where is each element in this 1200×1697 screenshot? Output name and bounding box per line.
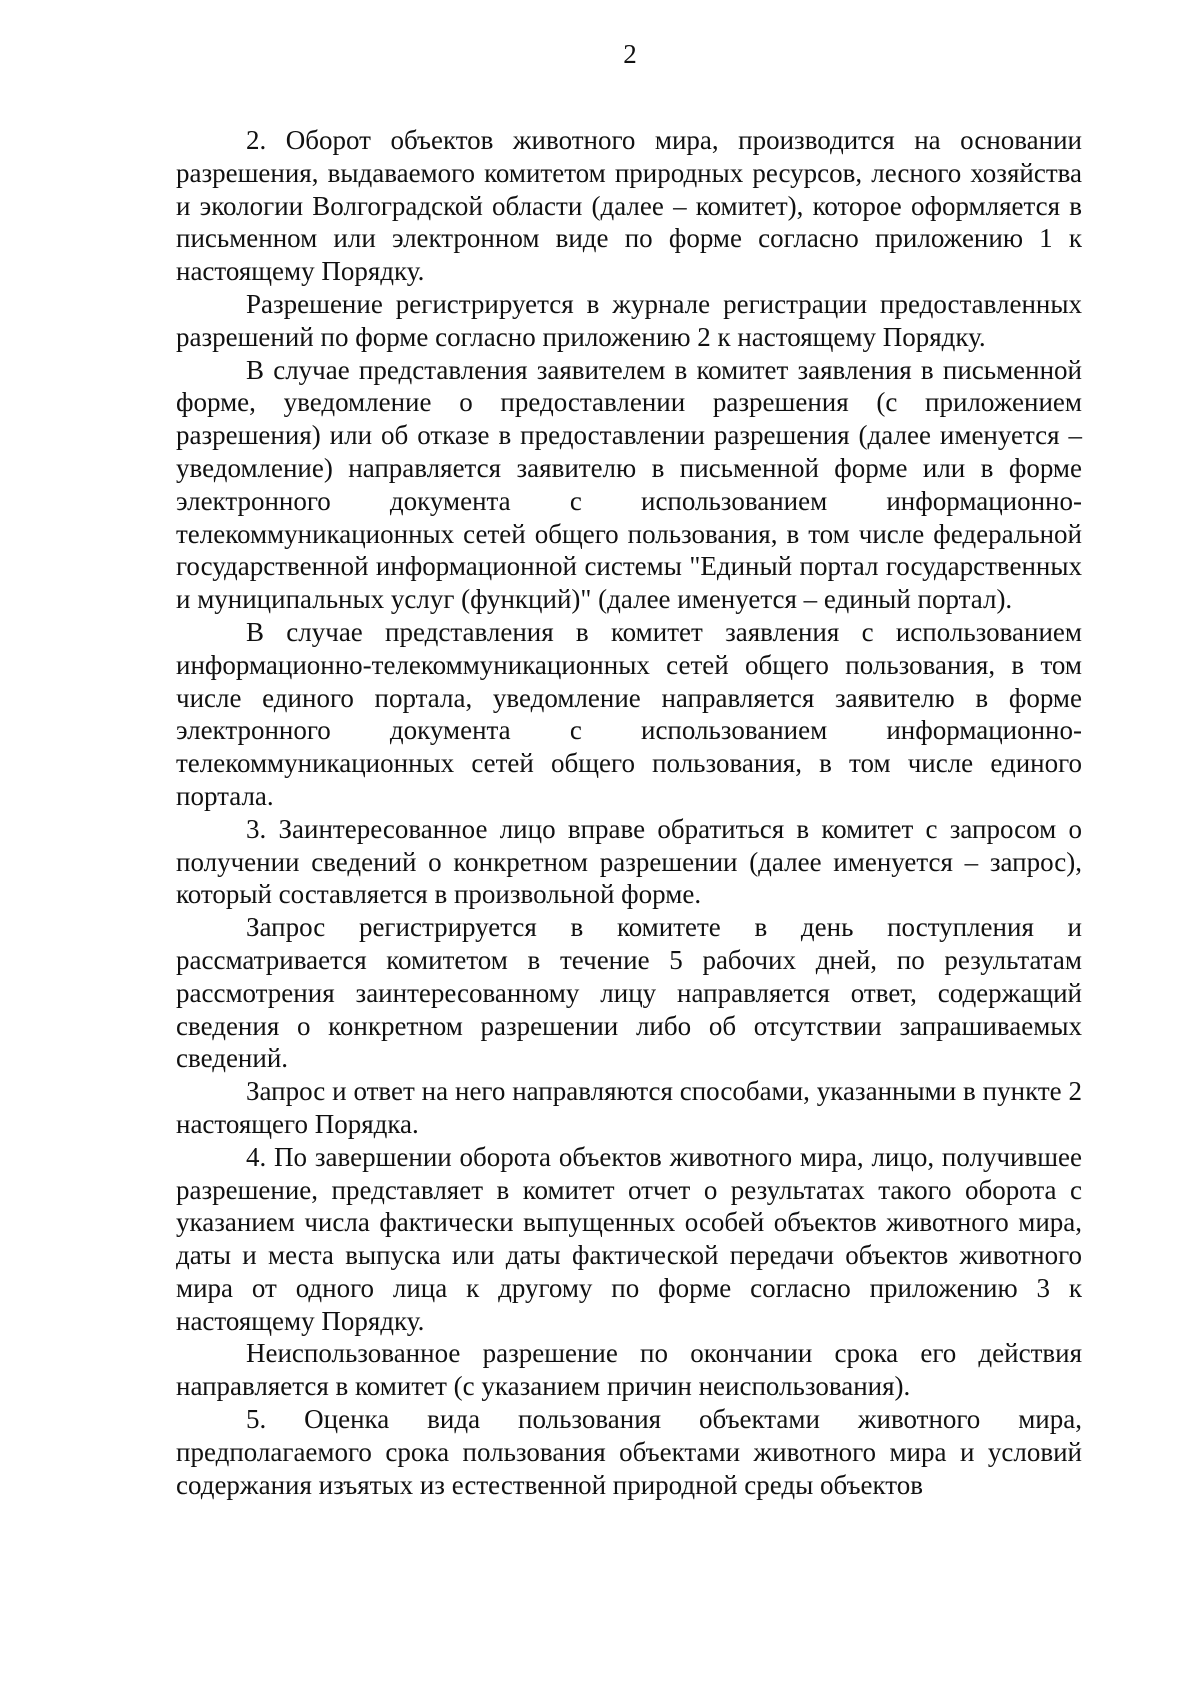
- paragraph-request-delivery: Запрос и ответ на него направляются способами, указанными в пункте 2 настоящего Порядка.: [176, 1076, 1082, 1139]
- paragraph-item-4: 4. По завершении оборота объектов животного мира, лицо, получившее разрешение, представляет в комитет отчет о результатах такого оборота с указанием числа фактически выпущенных особей объектов животного мира, даты и места выпуска или даты фактической передачи объектов животного мира от одного лица к другому по форме согласно приложению 3 к настоящему Порядку.: [176, 1141, 1082, 1336]
- paragraph-unused-permit: Неиспользованное разрешение по окончании срока его действия направляется в комитет (с указанием причин неиспользования).: [176, 1338, 1082, 1402]
- paragraph-permit-registration: Разрешение регистрируется в журнале регистрации предоставленных разрешений по форме согласно приложению 2 к настоящему Порядку.: [176, 288, 1082, 352]
- paragraph-request-registration: Запрос регистрируется в комитете в день поступления и рассматривается комитетом в течение 5 рабочих дней, по результатам рассмотрения заинтересованному лицу направляется ответ, содержащий сведения о конкретном разрешении либо об отсутствии запрашиваемых сведений.: [176, 912, 1082, 1074]
- paragraph-paper-application: В случае представления заявителем в комитет заявления в письменной форме, уведомление о предоставлении разрешения (с приложением разрешения) или об отказе в предоставлении разрешения (далее именуется – уведомление) направляется заявителю в письменной форме или в форме электронного документа с использованием информационно-телекоммуникационных сетей общего пользования, в том числе федеральной государственной информационной системы "Единый портал государственных и муниципальных услуг (функций)" (далее именуется – единый портал).: [176, 354, 1082, 615]
- paragraph-item-3: 3. Заинтересованное лицо вправе обратиться в комитет с запросом о получении сведений о конкретном разрешении (далее именуется – запрос), который составляется в произвольной форме.: [176, 813, 1082, 910]
- paragraph-electronic-application: В случае представления в комитет заявления с использованием информационно-телекоммуникационных сетей общего пользования, в том числе единого портала, уведомление направляется заявителю в форме электронного документа с использованием информационно-телекоммуникационных сетей общего пользования, в том числе единого портала.: [176, 616, 1082, 811]
- page-number: 2: [623, 39, 637, 69]
- document-body: [176, 124, 1082, 1501]
- paragraph-item-5: 5. Оценка вида пользования объектами животного мира, предполагаемого срока пользования объектами животного мира и условий содержания изъятых из естественной природной среды объектов: [176, 1404, 1082, 1500]
- paragraph-item-2: 2. Оборот объектов животного мира, производится на основании разрешения, выдаваемого комитетом природных ресурсов, лесного хозяйства и экологии Волгоградской области (далее – комитет), которое оформляется в письменном или электронном виде по форме согласно приложению 1 к настоящему Порядку.: [176, 125, 1082, 287]
